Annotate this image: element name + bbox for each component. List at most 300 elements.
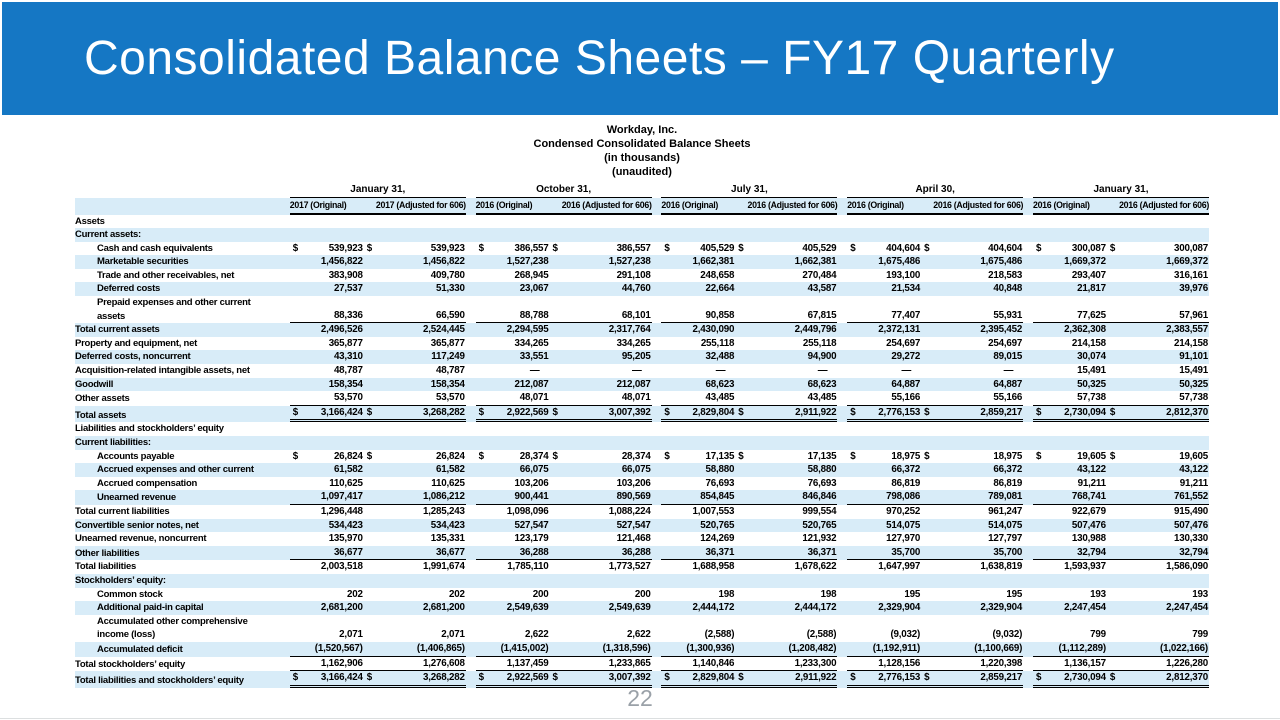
value-cell [847,269,921,283]
value: 922,679 [1071,505,1106,517]
value: 43,485 [705,392,735,404]
value-group [476,560,652,574]
value-cell [921,657,1023,671]
value-cell [847,323,921,337]
value-cell [1033,391,1107,405]
value-cell [735,337,837,351]
value: 77,625 [1077,309,1106,321]
value-cell [1033,242,1107,256]
currency-symbol: $ [850,450,856,462]
column-subheaders [476,198,652,215]
currency-symbol: $ [1035,450,1042,462]
value: 94,900 [807,351,837,363]
value: 1,137,459 [506,657,549,669]
value: 200 [634,588,651,600]
value-cell [476,477,550,491]
value: (1,520,567) [314,642,363,654]
value-cell [1033,628,1107,642]
value: 1,007,553 [692,505,735,517]
row-label: Property and equipment, net [75,337,198,349]
value: 1,162,906 [320,657,363,669]
value: 1,140,846 [692,657,735,669]
value-cell [290,255,364,269]
column-header: 2016 (Original) [847,200,904,210]
value-group [661,546,837,561]
value: 1,678,622 [794,561,837,573]
value: 43,485 [807,392,837,404]
value-cell [550,671,652,685]
value-cell [1107,532,1209,546]
value: 2,681,200 [320,602,363,614]
value-cell [921,255,1023,269]
value-group [290,477,466,491]
value: 130,988 [1071,533,1106,545]
table-row [75,391,1209,406]
value-cell [476,546,550,560]
value: 26,824 [333,450,363,462]
value-group [1033,350,1209,364]
value-cell [735,463,837,477]
row-label: Common stock [97,588,163,600]
value: 405,529 [700,242,735,254]
value-cell [476,406,550,420]
value-cell [364,242,466,256]
value-cell [290,588,364,602]
value-group [290,532,466,546]
value-cell [735,532,837,546]
value-cell [661,546,735,560]
value-cell [476,519,550,533]
value-cell [735,546,837,560]
value: 130,330 [1173,533,1208,545]
value-cell [847,657,921,671]
currency-symbol: $ [366,450,372,462]
value-group [476,546,652,561]
slide-bottom-edge [0,718,1280,719]
table-row [75,505,1209,519]
value-cell [476,671,550,685]
value: 514,075 [988,519,1023,531]
value-cell [290,406,364,420]
value-cell [921,364,1023,378]
value: 90,858 [705,309,735,321]
table-row [75,323,1209,337]
value-cell [1107,657,1209,671]
row-label: Current liabilities: [75,437,151,448]
value: 1,233,865 [608,657,651,669]
value-cell [661,242,735,256]
value-cell [661,477,735,491]
value-cell [1107,546,1209,560]
value-group [847,560,1023,574]
value: (2,588) [704,629,735,641]
value: 51,330 [436,283,465,295]
value-cell [290,350,364,364]
value-group [290,490,466,505]
value: 53,570 [333,392,363,404]
value-cell [476,490,550,504]
value-group [1033,490,1209,505]
value: 202 [449,588,465,600]
value: 1,128,156 [878,657,921,669]
value-cell [661,406,735,420]
value-group [290,255,466,269]
value: 21,817 [1077,283,1106,295]
value: 195 [1006,588,1023,600]
page-number: 22 [627,685,653,711]
value: 202 [346,588,363,600]
value-cell [921,519,1023,533]
value-group [661,532,837,546]
value-cell [735,642,837,656]
value: 15,491 [1077,365,1106,377]
currency-symbol: $ [738,242,744,254]
value-cell [550,364,652,378]
value-cell [550,255,652,269]
value: 40,848 [993,283,1023,295]
value: 212,087 [514,378,549,390]
value-group [290,601,466,615]
value: (1,300,936) [686,642,735,654]
value-group [661,406,837,423]
value-group [476,601,652,615]
currency-symbol: $ [738,406,744,418]
currency-symbol: $ [924,450,930,462]
value: 334,265 [616,337,651,349]
value-cell [550,269,652,283]
value-cell [661,309,735,323]
value-cell [290,323,364,337]
value: 1,233,300 [794,657,837,669]
value: (1,112,289) [1058,642,1106,654]
value-cell [1033,255,1107,269]
currency-symbol: $ [850,672,856,684]
value: 28,374 [519,450,549,462]
value-cell [847,560,921,574]
value-group [1033,242,1209,256]
value: 293,407 [1071,269,1106,281]
currency-symbol: $ [552,406,558,418]
value: 527,547 [514,519,549,531]
value: 48,787 [436,365,465,377]
table-row [75,601,1209,615]
value: 3,166,424 [320,406,363,418]
value-cell [550,337,652,351]
value-cell [290,546,364,560]
value: 404,604 [886,242,921,254]
section-label: Liabilities and stockholders’ equity [75,423,224,435]
value-group [476,282,652,296]
value-cell [661,657,735,671]
row-label: Other liabilities [75,547,140,559]
value-group [290,628,466,642]
column-header: 2016 (Original) [475,200,533,210]
value-cell [364,628,466,642]
row-label: Trade and other receivables, net [97,269,235,281]
value: 50,325 [1179,378,1208,390]
row-label: Convertible senior notes, net [75,519,199,531]
row-label: Current assets: [75,229,141,241]
table-row [75,269,1209,283]
value-cell [1033,463,1107,477]
value: 1,675,486 [878,256,921,268]
value: 91,211 [1077,477,1106,489]
row-label: Deferred costs [97,283,161,295]
value-group [1033,450,1209,464]
value-group [847,642,1023,657]
value: 127,970 [886,533,921,545]
table-row [75,463,1209,477]
value-cell [364,588,466,602]
value-cell [550,490,652,504]
row-label: Other assets [75,393,130,405]
currency-symbol: $ [478,406,484,418]
value: 534,423 [328,519,363,531]
value: 158,354 [430,378,465,390]
value: 68,101 [621,309,651,321]
value-cell [735,391,837,405]
value-group [1033,560,1209,574]
value-cell [1033,490,1107,504]
value-cell [1033,323,1107,337]
value: 900,441 [514,491,549,503]
value-group [290,406,466,423]
value: 110,625 [329,477,363,489]
title-banner [2,2,1278,115]
value: 66,590 [436,309,465,321]
value: 2,003,518 [320,561,363,573]
currency-symbol: $ [552,450,558,462]
currency-symbol: $ [292,242,299,254]
value-cell [847,519,921,533]
value: 58,880 [807,464,837,476]
value-group [1033,337,1209,351]
column-subheaders [290,198,466,215]
value: 3,007,392 [608,406,651,418]
value-cell [1033,546,1107,560]
value: 91,101 [1179,351,1208,363]
value-cell [1107,463,1209,477]
value: 2,549,639 [506,602,549,614]
table-row [75,477,1209,491]
value-group [661,490,837,505]
value: (1,208,482) [788,642,837,654]
row-label: Marketable securities [97,256,189,268]
value: 2,071 [441,629,465,641]
value-group [847,490,1023,505]
value: 158,354 [328,378,363,390]
value-cell [921,450,1023,464]
value: 117,249 [431,351,465,363]
value: 2,911,922 [795,406,837,418]
value: 67,815 [807,309,837,321]
value-cell [1107,477,1209,491]
row-label: Acquisition-related intangible assets, net [75,365,250,377]
currency-symbol: $ [366,672,372,684]
value-cell [550,519,652,533]
value-cell [476,642,550,656]
value-cell [847,463,921,477]
value: 193 [1192,588,1208,600]
value-group [847,406,1023,423]
column-header: 2016 (Adjusted for 606) [747,200,838,210]
value-cell [476,628,550,642]
value: 2,859,217 [980,406,1023,418]
value-cell [847,588,921,602]
value-cell [847,477,921,491]
value-cell [1033,671,1107,685]
value: 1,991,674 [422,561,465,573]
value: 300,087 [1071,242,1106,254]
value-cell [290,463,364,477]
value-cell [550,546,652,560]
table-row [75,215,1209,229]
value-cell [661,588,735,602]
column-group-date: October 31, [476,183,652,198]
value: 121,468 [616,533,651,545]
value-cell [1033,364,1107,378]
value-cell [1033,657,1107,671]
value-group [847,337,1023,351]
value: 1,669,372 [1166,256,1208,268]
value: 26,824 [436,450,465,462]
value-cell [476,242,550,256]
value-cell [735,477,837,491]
value-group [476,477,652,491]
value-cell [290,378,364,392]
value-cell [921,671,1023,685]
value: 55,931 [993,309,1023,321]
value-cell [735,588,837,602]
value: 334,265 [514,337,549,349]
value: 2,444,172 [794,602,837,614]
column-subheaders [847,198,1023,215]
row-label: Total assets [75,409,127,421]
table-row [75,378,1209,392]
value-cell [364,450,466,464]
table-row [75,574,1209,588]
value: 23,067 [519,283,549,295]
value-cell [290,337,364,351]
table-row [75,255,1209,269]
value-group [290,505,466,519]
value-cell [735,657,837,671]
value-cell [550,657,652,671]
value: 2,247,454 [1064,602,1106,614]
value-cell [847,309,921,323]
value-cell [364,642,466,656]
table-row [75,406,1209,423]
value-cell [1107,391,1209,405]
currency-symbol: $ [664,406,670,418]
value-cell [921,628,1023,642]
slide-title: Consolidated Balance Sheets – FY17 Quarterly [84,32,1115,85]
value-group [661,601,837,615]
value: 1,662,381 [794,256,837,268]
value: 890,569 [616,491,651,503]
row-label: Total liabilities and stockholders’ equity [75,675,244,687]
value: 1,086,212 [422,491,465,503]
value: 2,812,370 [1166,406,1208,418]
value: 507,476 [1173,519,1208,531]
value: 88,336 [333,309,363,321]
value-cell [550,628,652,642]
value: 1,675,486 [980,256,1023,268]
value-group [661,378,837,392]
value: 291,108 [616,269,651,281]
value-cell [1107,671,1209,685]
value: 1,647,997 [878,561,921,573]
table-row [75,519,1209,533]
value-cell [476,282,550,296]
value: — [1003,365,1014,377]
value-cell [735,628,837,642]
value-cell [661,505,735,519]
value: 365,877 [328,337,363,349]
value-cell [1107,364,1209,378]
value-group [847,282,1023,296]
value-cell [921,309,1023,323]
value: 110,625 [431,477,465,489]
value: 1,226,280 [1166,657,1208,669]
value-group [1033,364,1209,378]
value: 1,785,110 [507,561,549,573]
value-cell [661,642,735,656]
value-group [661,255,837,269]
value-cell [921,242,1023,256]
column-header: 2017 (Adjusted for 606) [375,200,466,210]
value-group [476,406,652,423]
value: 1,296,448 [320,505,363,517]
value-group [1033,282,1209,296]
value: 539,923 [430,242,465,254]
value: 22,664 [705,283,735,295]
value-cell [847,532,921,546]
value: 300,087 [1173,242,1208,254]
value-cell [847,350,921,364]
currency-symbol: $ [1109,450,1116,462]
value-cell [921,350,1023,364]
currency-symbol: $ [924,672,930,684]
value-cell [364,309,466,323]
value-cell [661,628,735,642]
value: 76,693 [705,477,735,489]
value-cell [661,323,735,337]
currency-symbol: $ [664,672,670,684]
value: 57,738 [1179,392,1208,404]
value: 768,741 [1071,491,1106,503]
value: 2,329,904 [878,602,921,614]
value-group [847,269,1023,283]
value-cell [476,505,550,519]
value: 15,491 [1179,365,1208,377]
value: 2,383,557 [1166,324,1208,336]
currency-symbol: $ [478,672,484,684]
value: 2,549,639 [608,602,651,614]
value: 48,071 [519,392,549,404]
value: (1,192,911) [872,642,921,654]
currency-symbol: $ [850,242,856,254]
value: 127,797 [988,533,1023,545]
value-cell [921,391,1023,405]
value: 18,975 [993,450,1023,462]
value-cell [921,378,1023,392]
company-name: Workday, Inc. [606,124,678,136]
value: 2,071 [339,629,363,641]
value: 1,097,417 [320,491,363,503]
value-group [476,532,652,546]
value-cell [290,282,364,296]
